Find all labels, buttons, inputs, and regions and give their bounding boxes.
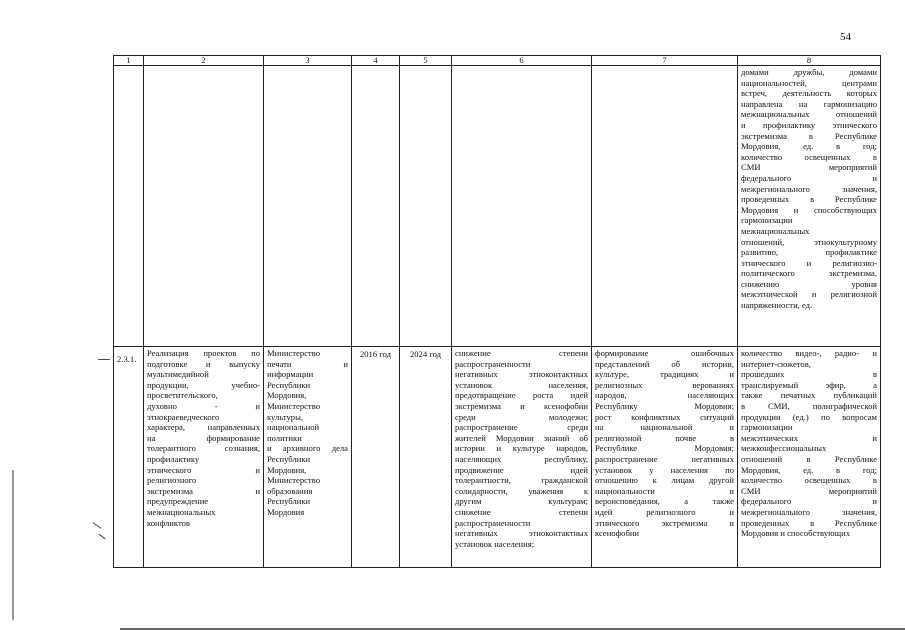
text-line: толерантности, гражданской [455,475,588,486]
text-line: просветительского, [147,390,218,401]
text-line: солидарности, уважения к [455,485,588,496]
text-line: экстремизма и ксенофобии [455,400,588,411]
expected-result-cell [452,347,592,568]
text-line: распространение среди [455,422,588,433]
empty-cell [264,66,352,347]
text-line: вероисповедания, а также [595,496,734,507]
measure-title-cell [144,347,264,568]
text-line: предупреждение [147,496,209,507]
text-line: на национальной и [595,422,734,433]
text-line: установок населения; [455,538,535,549]
text-line: ксенофобии [595,528,640,539]
scan-dash-mark [98,359,110,360]
header-cell: 2 [144,56,264,66]
text-line: другим культурам; [455,496,588,507]
consequences-cell [592,347,738,568]
text-line: встреч, деятельность которых [741,88,877,99]
text-line: Республики [267,379,311,390]
text-line: развитию, профилактике [741,247,877,258]
text-line: и профилактику этнического [741,119,877,130]
measure-row [114,347,881,568]
text-line: Мордовия, ед. в год; [741,464,877,475]
text-line: Министерство [267,348,320,358]
text-line: мультимедийной [147,369,209,380]
page-number: 54 [840,31,851,43]
indicators-cell-continued [738,66,881,347]
text-line: распространенности [455,517,531,528]
text-line: снижение степени [455,506,588,517]
text-line: конфликтов [147,517,190,528]
text-line: Реализация проектов по [147,348,260,358]
text-line: предотвращение роста идей [455,390,588,401]
text-line: межэтнических и [741,432,877,443]
text-line: населяющих республику, [455,453,588,464]
text-line: Министерство [267,400,320,411]
text-line: этнического экстремизма и [595,517,734,528]
text-line: образования [267,485,313,496]
text-line: народов, населяющих [595,390,734,401]
text-line: межконфессиональных [741,443,827,454]
text-line: печати и [267,358,348,369]
scan-left-edge [12,470,14,620]
start-year-cell: 2016 год [352,347,400,568]
text-line: межрегионального значения, [741,506,877,517]
scan-dash-mark [93,522,102,529]
responsible-cell [264,347,352,568]
text-line: снижение степени [455,348,588,358]
text-line: направлена на гармонизацию [741,98,877,109]
text-line: СМИ мероприятий [741,485,877,496]
text-line: политики [267,432,302,443]
text-line: отношений в Республике [741,453,877,464]
text-line: негативных этноконтактных [455,369,588,380]
header-cell: 5 [400,56,452,66]
text-line: этнического и религиозно- [741,257,877,268]
text-line: политического экстремизма, [741,268,877,279]
measure-number: 2.3.1. [117,354,137,364]
end-year-cell: 2024 год [400,347,452,568]
text-line: напряженности, ед. [741,300,813,311]
text-line: Республики [267,453,311,464]
text-line: межэтнической и религиозной [741,289,877,300]
text-line: распространение негативных [595,453,734,464]
empty-cell [352,66,400,347]
text-line: распространенности [455,358,531,369]
header-cell: 8 [738,56,881,66]
header-cell: 6 [452,56,592,66]
text-line: Мордовия, [267,464,307,475]
text-line: СМИ мероприятий [741,162,877,173]
text-line: Республики [267,496,311,507]
text-line: информации [267,369,314,380]
text-line: федерального и [741,172,877,183]
text-line: межнациональных [147,506,216,517]
text-line: религиозных верованиях [595,379,734,390]
text-line: гармонизации [741,422,793,433]
empty-cell [452,66,592,347]
empty-cell [400,66,452,347]
scan-bottom-edge [120,628,905,630]
text-line: среди молодежи; [455,411,588,422]
text-line: межнациональных отношений [741,109,877,120]
text-line: в СМИ, полиграфической [741,400,877,411]
text-line: Республике Мордовия; [595,443,734,454]
text-line: также печатных публикаций [741,390,877,401]
text-line: продукции, учебно- [147,379,260,390]
text-line: формирование ошибочных [595,348,734,358]
text-line: Мордовия, ед. в год; [741,141,877,152]
text-line: федерального и [741,496,877,507]
header-row [114,56,881,66]
text-line: этнического и [147,464,260,475]
text-line: прошедших в [741,369,877,380]
text-line: профилактику [147,453,200,464]
text-line: транслируемый эфир, а [741,379,877,390]
text-line: негативных этноконтактных [455,528,588,539]
text-line: представлений об истории, [595,358,734,369]
text-line: количество освещенных в [741,475,877,486]
text-line: этнокраеведческого [147,411,220,422]
text-line: проведенных в Республике [741,194,877,205]
measure-number-cell [114,347,144,568]
text-line: характера, направленных [147,422,260,433]
text-line: рост конфликтных ситуаций [595,411,734,422]
text-line: Мордовия [267,506,305,517]
text-line: межнациональных [741,225,810,236]
indicators-cell [738,347,881,568]
text-line: духовно - и [147,400,260,411]
text-line: Республику Мордовия; [595,400,734,411]
text-line: отношений, этнокультурному [741,236,877,247]
text-line: количество видео-, радио- и [741,348,877,358]
text-line: Мордовия, [267,390,307,401]
text-line: интернет-сюжетов, [741,358,811,369]
header-cell: 4 [352,56,400,66]
continuation-row [114,66,881,347]
text-line: национальности и [595,485,734,496]
text-line: количество освещенных в [741,151,877,162]
text-line: Мордовия и способствующих [741,204,877,215]
text-line: подготовке и выпуску [147,358,260,369]
text-line: Мордовия и способствующих [741,528,851,539]
header-cell: 7 [592,56,738,66]
text-line: продукции (ед.) по вопросам [741,411,877,422]
empty-cell [592,66,738,347]
text-line: гармонизации [741,215,793,226]
measures-table [113,55,881,568]
text-line: религиозной почве в [595,432,734,443]
text-line: религиозного [147,475,197,486]
text-line: экстремизма в Республике [741,130,877,141]
text-line: культуры, [267,411,304,422]
text-line: истории и культуре народов, [455,443,588,454]
text-line: продвижение идей [455,464,588,475]
header-cell: 1 [114,56,144,66]
text-line: идей религиозного и [595,506,734,517]
text-line: отношению к лицам другой [595,475,734,486]
header-cell: 3 [264,56,352,66]
text-line: и архивного дела [267,443,348,454]
text-line: проведенных в Республике [741,517,877,528]
empty-cell [114,66,144,347]
text-line: установок у населения по [595,464,734,475]
text-line: Министерство [267,475,320,486]
text-line: установок населения, [455,379,588,390]
scan-dash-mark [98,534,105,539]
text-line: культуре, традициях и [595,369,734,380]
text-line: национальной [267,422,320,433]
text-line: жителей Мордовии знаний об [455,432,588,443]
text-line: домами дружбы, домами [741,67,877,77]
text-line: на формирование [147,432,260,443]
empty-cell [144,66,264,347]
text-line: межрегионального значения, [741,183,877,194]
text-line: экстремизма и [147,485,260,496]
text-line: толерантного сознания, [147,443,260,454]
text-line: снижению уровня [741,278,877,289]
text-line: национальностей, центрами [741,77,877,88]
